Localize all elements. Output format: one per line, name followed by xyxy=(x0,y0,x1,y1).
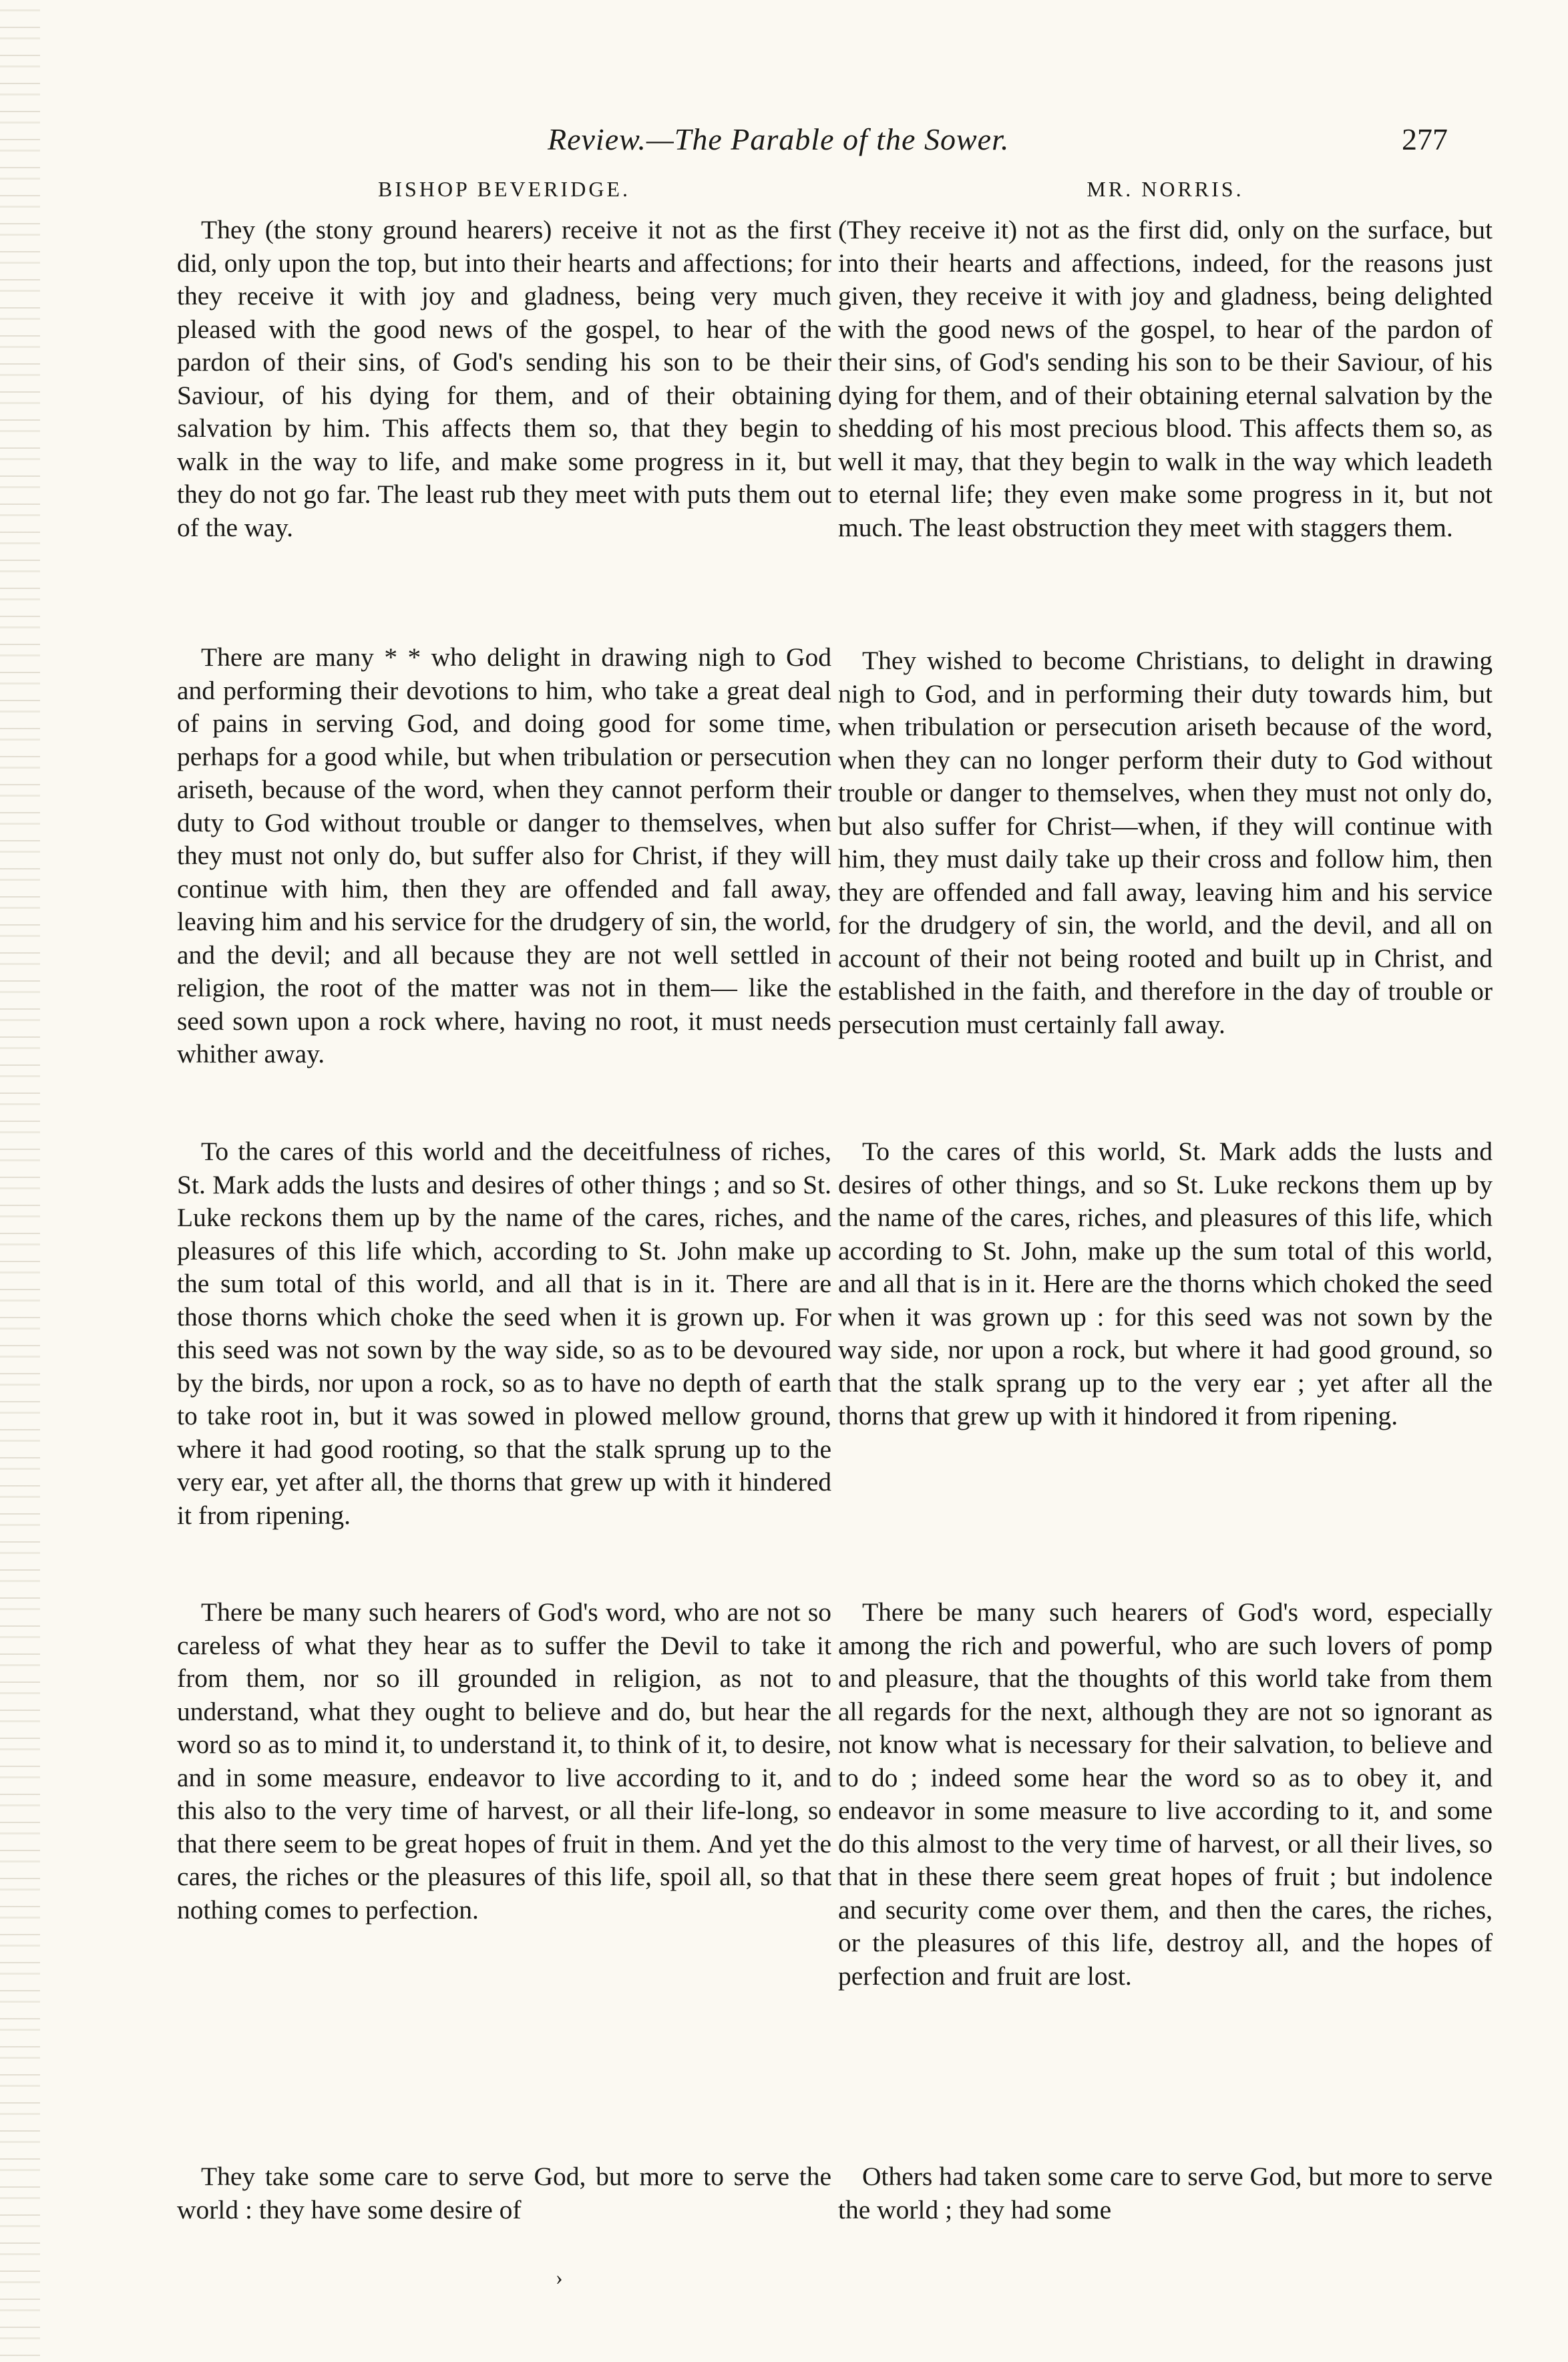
column-beveridge xyxy=(177,177,831,2224)
printer-mark: › xyxy=(556,2265,563,2289)
paragraph: They take some care to serve God, but more to serve the world : they have some desire of xyxy=(177,2162,831,2224)
paragraph: To the cares of this world, St. Mark adds the lusts and desires of other things, and so St. Luke reckons them up by the name of the cares, riches, and pleasures of this life, which according to St. John, make up the sum total of this world, and all that is in it. Here are the thorns which choked the seed when it was grown up : for this seed was not sown by the way side, nor upon a rock, but where it had good ground, so that the stalk sprang up to the very ear ; yet after all the thorns that grew up with it hindored it from ripening. xyxy=(838,1137,1493,1430)
paragraph: There are many * * who delight in drawing nigh to God and performing their devotions to him, who take a great deal of pains in serving God, and doing good for some time, perhaps for a good while, but when tribulation or persecution ariseth, because of the word, when they cannot perform their duty to God without trouble or danger to themselves, when they must not only do, but suffer also for Christ, if they will continue with him, then they are offended and fall away, leaving him and his service for the drudgery of sin, the world, and the devil; and all because they are not well settled in religion, the root of the matter was not in them— like the seed sown upon a rock where, having no root, it must needs whither away. xyxy=(177,642,831,1068)
column-norris xyxy=(838,177,1493,2224)
paragraph: They (the stony ground hearers) receive it not as the first did, only upon the top, but into their hearts and affections; for they receive it with joy and gladness, being very much pleased with the good news of the gospel, to hear of the pardon of their sins, of God's sending his son to be their Saviour, of his dying for them, and of their obtaining salvation by him. This affects them so, that they begin to walk in the way to life, and make some progress in it, but they do not go far. The least rub they meet with puts them out of the way. xyxy=(177,215,831,542)
paragraph: There be many such hearers of God's word, who are not so careless of what they hear as to suffer the Devil to take it from them, nor so ill grounded in religion, as not to understand, what they ought to believe and do, but hear the word so as to mind it, to understand it, to think of it, to desire, and in some measure, endeavor to live according to it, and this also to the very time of harvest, or all their life-long, so that there seem to be great hopes of fruit in them. And yet the cares, the riches or the pleasures of this life, spoil all, so that nothing comes to perfection. xyxy=(177,1597,831,1925)
running-title: Review.—The Parable of the Sower. xyxy=(548,122,1010,156)
column-heading: MR. NORRIS. xyxy=(1087,177,1244,201)
paragraph: To the cares of this world and the deceitfulness of riches, St. Mark adds the lusts and desires of other things ; and so St. Luke reckons them up by the name of the cares, riches, and pleasures of this life which, according to St. John make up the sum total of this world, and all that is in it. There are those thorns which choke the seed when it is grown up. For this seed was not sown by the way side, so as to be devoured by the birds, nor upon a rock, so as to have no depth of earth to take root in, but it was sowed in plowed mellow ground, where it had good rooting, so that the stalk sprung up to the very ear, yet after all, the thorns that grew up with it hindered it from ripening. xyxy=(177,1137,831,1530)
paragraph: There be many such hearers of God's word, especially among the rich and powerful, who are such lovers of pomp and pleasure, that the thoughts of this world take from them all regards for the next, although they are not so ignorant as not know what is necessary for their salvation, to believe and to do ; indeed some hear the word so as to obey it, and endeavor in some measure to live according to it, and some do this almost to the very time of harvest, or all their lives, so that in these there seem great hopes of fruit ; but indolence and security come over them, and then the cares, the riches, or the pleasures of this life, destroy all, and the hopes of perfection and fruit are lost. xyxy=(838,1597,1493,1991)
paragraph: They wished to become Christians, to delight in drawing nigh to God, and in performing their duty towards him, but when tribulation or persecution ariseth because of the word, when they can no longer perform their duty to God without trouble or danger to themselves, when they must not only do, but also suffer for Christ—when, if they will continue with him, they must daily take up their cross and follow him, then they are offended and fall away, leaving him and his service for the drudgery of sin, the world, and the devil, and all on account of their not being rooted and built up in Christ, and established in the faith, and therefore in the day of trouble or persecution must certainly fall away. xyxy=(838,646,1493,1039)
binding-edge xyxy=(0,0,40,2362)
paragraph: Others had taken some care to serve God, but more to serve the world ; they had some xyxy=(838,2162,1493,2224)
page-number: 277 xyxy=(1402,122,1448,156)
running-head xyxy=(80,114,1448,167)
paragraph: (They receive it) not as the first did, only on the surface, but into their hearts and affections, indeed, for the reasons just given, they receive it with joy and gladness, being delighted with the good news of the gospel, to hear of the pardon of their sins, of God's sending his son to be their Saviour, of his dying for them, and of their obtaining eternal salvation by the shedding of his most precious blood. This affects them so, as well it may, that they begin to walk in the way which leadeth to eternal life; they even make some progress in it, but not much. The least obstruction they meet with staggers them. xyxy=(838,215,1493,542)
column-heading: BISHOP BEVERIDGE. xyxy=(378,177,630,201)
